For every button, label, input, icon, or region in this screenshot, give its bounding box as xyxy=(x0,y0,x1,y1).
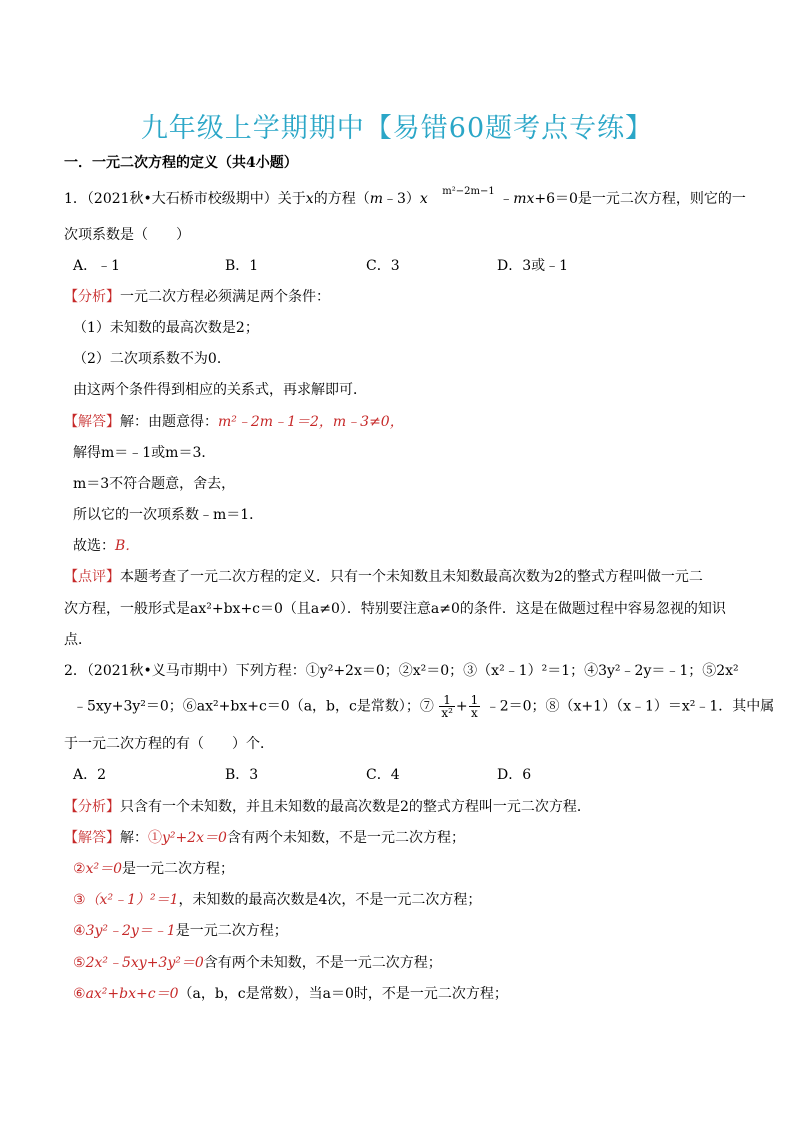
q1-sol-line2: 解得m＝﹣1或m＝3． xyxy=(73,445,216,461)
q1-option-c: C．3 xyxy=(366,258,400,274)
q1-option-b: B．1 xyxy=(225,258,259,274)
q2-solution-item-1: 【解答】解：①y²+2x＝0含有两个未知数，不是一元二次方程； xyxy=(64,830,465,846)
q1-cond1: （1）未知数的最高次数是2； xyxy=(73,320,259,336)
q2-solution-item-5: ⑤2x²﹣5xy+3y²＝0含有两个未知数，不是一元二次方程； xyxy=(73,955,442,971)
q2-solution-item-6: ⑥ax²+bx+c＝0（a，b，c是常数），当a＝0时，不是一元二次方程； xyxy=(73,986,508,1002)
q2-option-b: B．3 xyxy=(225,767,259,783)
q1-stem: 1．（2021秋•大石桥市校级期中）关于x的方程（m﹣3）x $^{m^2-2m-1}$ ﹣mx+6＝0是一元二次方程，则它的一 xyxy=(64,186,746,207)
q1-comment-line3: 点． xyxy=(64,632,92,648)
q1-comment: 【点评】本题考查了一元二次方程的定义．只有一个未知数且未知数最高次数为2的整式方程叫做一元二 xyxy=(64,569,703,585)
q1-cond2: （2）二次项系数不为0． xyxy=(73,351,231,367)
q1-cond3: 由这两个条件得到相应的关系式，再求解即可． xyxy=(73,382,367,398)
q2-solution-item-3: ③（x²﹣1）²＝1，未知数的最高次数是4次，不是一元二次方程； xyxy=(73,892,482,908)
q2-stem-line2: ﹣5xy+3y²＝0；⑥ax²+bx+c＝0（a，b，c是常数）；⑦ $\frac{1}{\text{x²}}$ + $\frac{1}{x}$ ﹣2＝0；⑧（x+1）（x﹣1）＝x²﹣1．其中属 xyxy=(73,693,775,720)
q2-option-d: D．6 xyxy=(497,767,532,783)
q1-comment-line2: 次方程，一般形式是ax²+bx+c＝0（且a≠0）．特别要注意a≠0的条件．这是在做题过程中容易忽视的知识 xyxy=(64,601,726,617)
q2-option-a: A．2 xyxy=(73,767,107,783)
q2-solution-item-4: ④3y²﹣2y＝﹣1是一元二次方程； xyxy=(73,923,288,939)
page-title: 九年级上学期期中【易错60题考点专练】 xyxy=(140,113,654,144)
q1-sol-line4: 所以它的一次项系数﹣m＝1． xyxy=(73,507,264,523)
q1-exponent: m²−2m−1 xyxy=(442,186,495,197)
q2-fraction-1: $\frac{1}{\text{x²}}$ xyxy=(441,693,453,720)
q1-analysis: 【分析】一元二次方程必须满足两个条件： xyxy=(64,289,330,305)
q1-option-d: D．3或﹣1 xyxy=(497,258,569,274)
q1-choose: 故选：B． xyxy=(73,538,140,554)
q2-solution-item-2: ②x²＝0是一元二次方程； xyxy=(73,861,234,877)
q1-sol-line3: m＝3不符合题意，舍去， xyxy=(73,476,236,492)
q2-option-c: C．4 xyxy=(366,767,400,783)
q2-analysis: 【分析】只含有一个未知数，并且未知数的最高次数是2的整式方程叫一元二次方程． xyxy=(64,799,591,815)
q2-stem: 2．（2021秋•义马市期中）下列方程：①y²+2x＝0；②x²＝0；③（x²﹣1）²＝1；④3y²﹣2y＝﹣1；⑤2x² xyxy=(64,663,739,679)
q2-fraction-2: $\frac{1}{x}$ xyxy=(470,693,479,720)
q2-stem-line3: 于一元二次方程的有（ ）个． xyxy=(64,736,274,752)
q1-stem-line2: 次项系数是（ ） xyxy=(64,227,190,243)
q1-option-a: A．﹣1 xyxy=(73,258,121,274)
section-heading: 一．一元二次方程的定义（共4小题） xyxy=(64,155,298,171)
q1-solution: 【解答】解：由题意得：m²﹣2m﹣1＝2，m﹣3≠0， xyxy=(64,414,404,430)
